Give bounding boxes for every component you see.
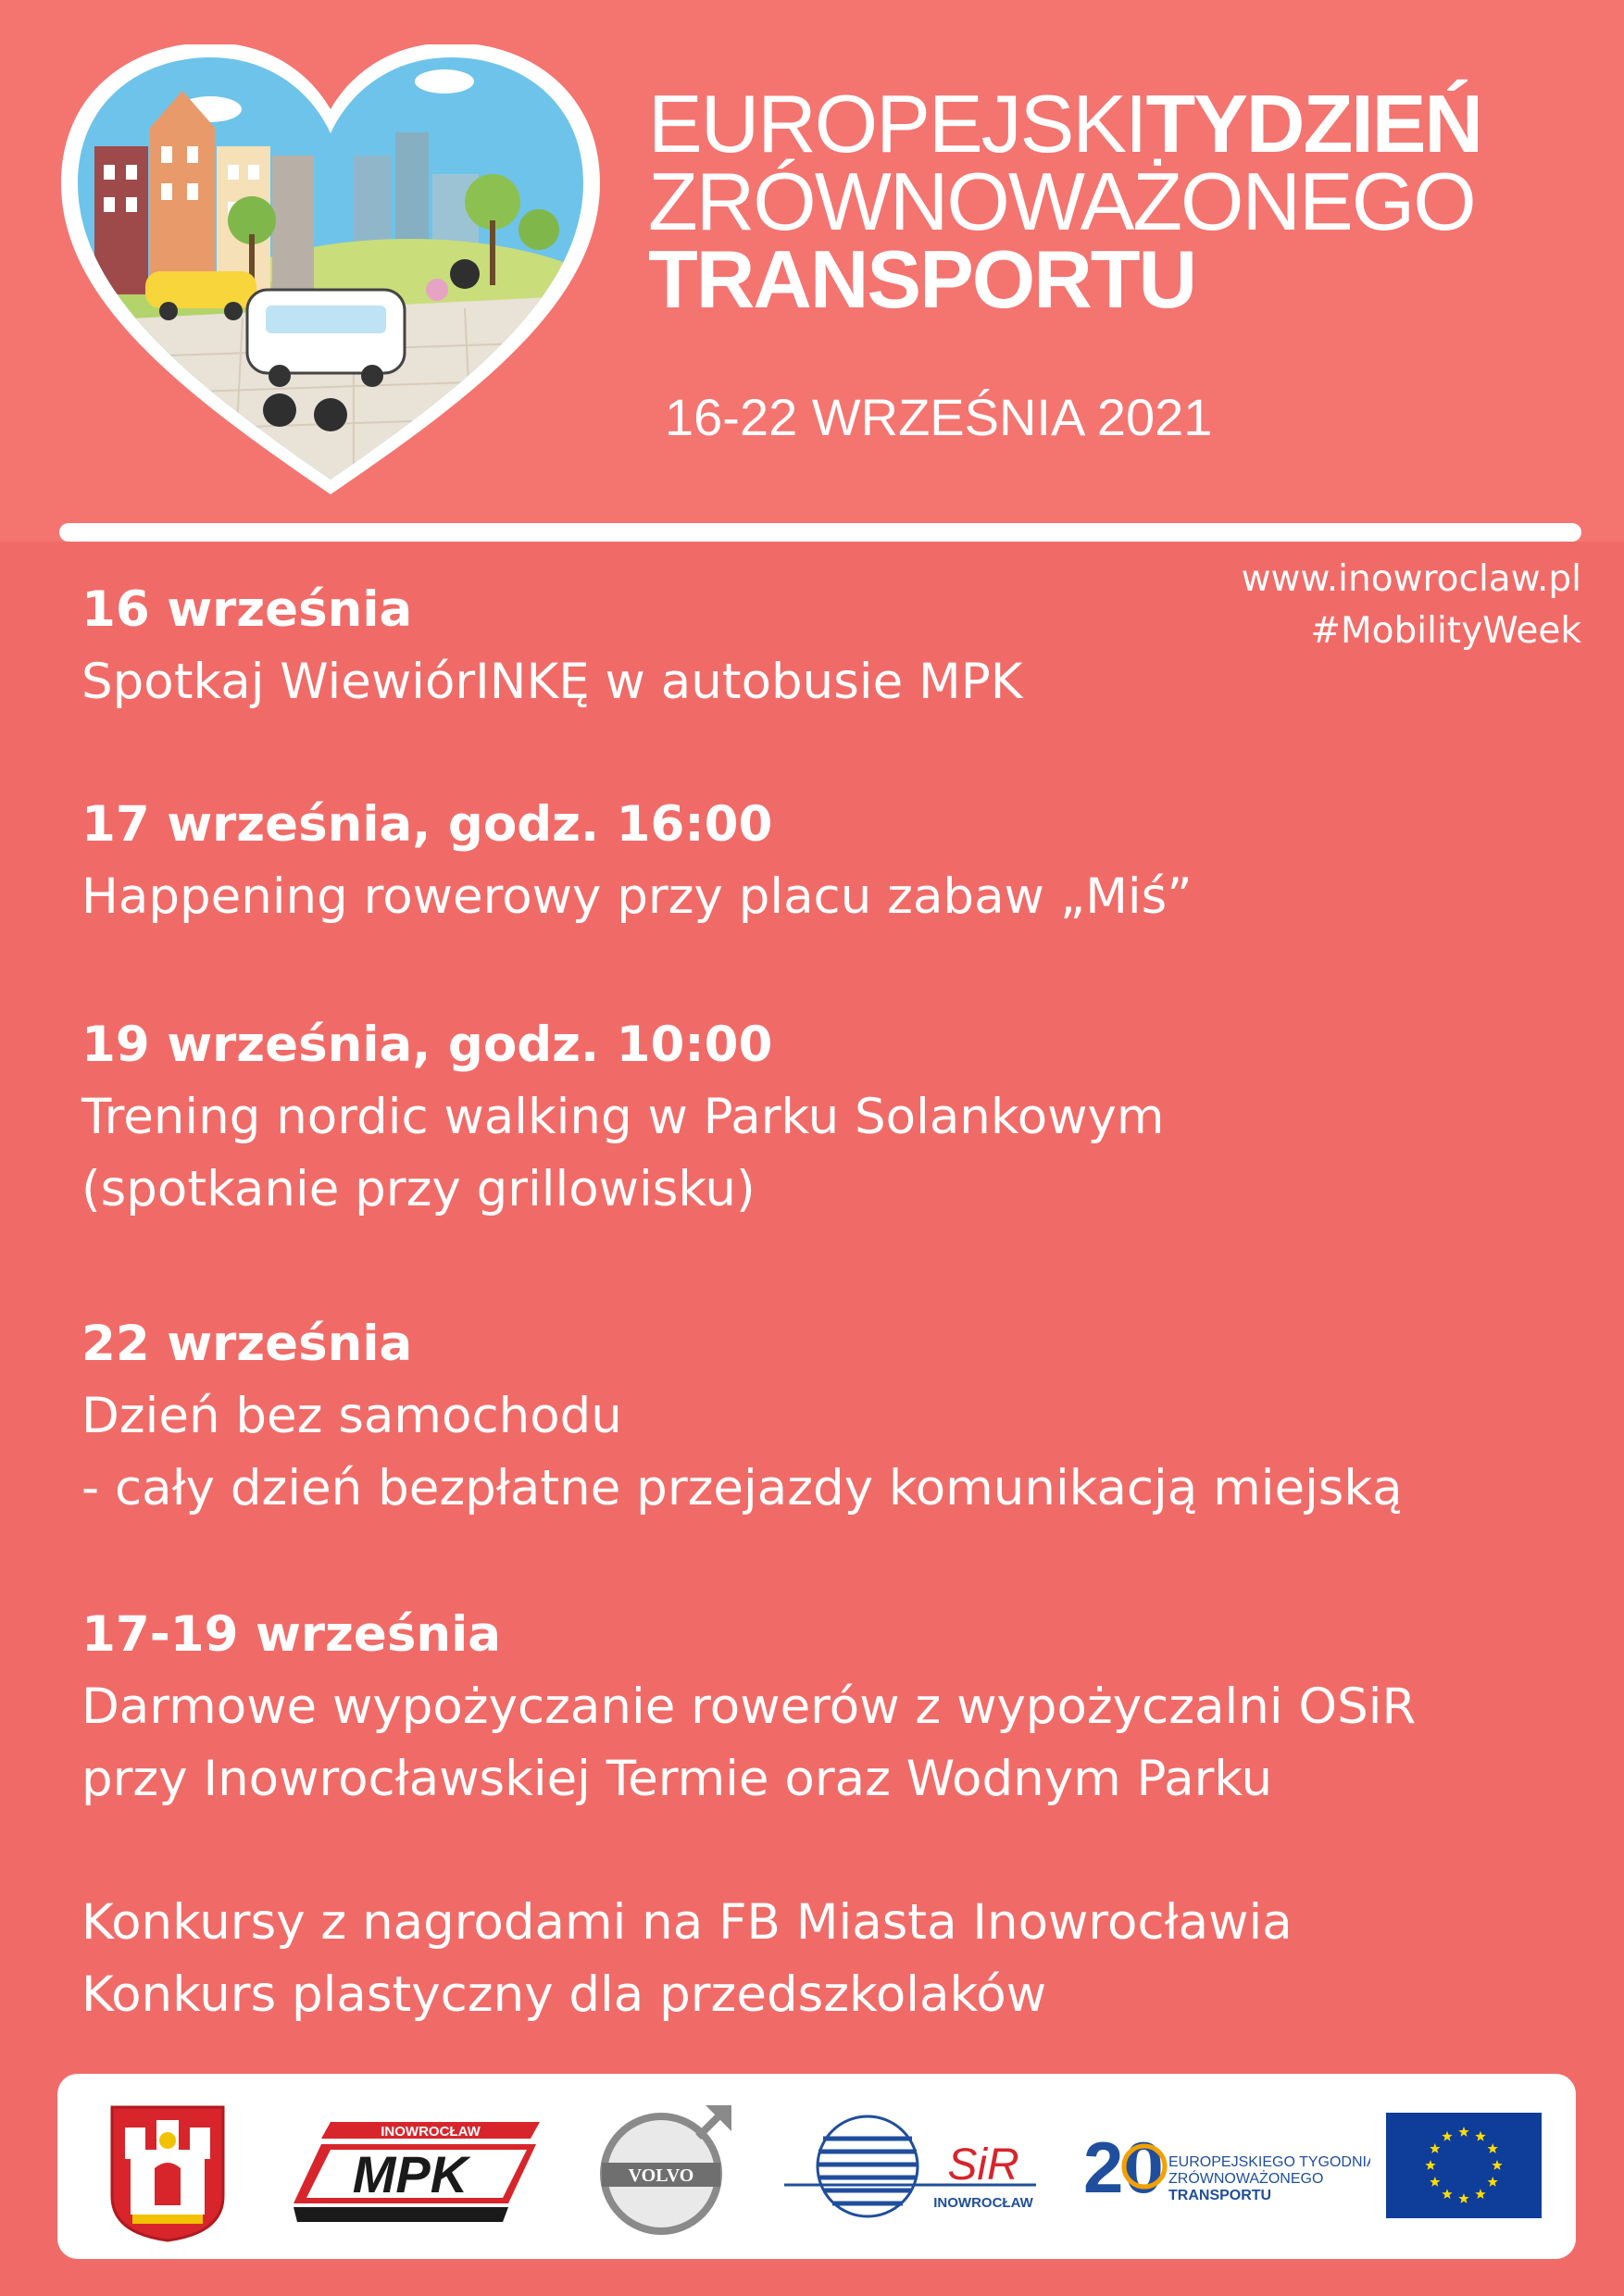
city-coat-of-arms-logo [108, 2103, 227, 2246]
sponsor-logos [57, 2074, 1576, 2259]
event-description: Happening rowerowy przy placu zabaw „Miś” [81, 868, 1193, 925]
event-description: Spotkaj WiewiórINKĘ w autobusie MPK [81, 654, 1023, 710]
title-line-3: TRANSPORTU [648, 233, 1196, 325]
event-title [648, 78, 1574, 325]
eu-flag-logo [1386, 2113, 1542, 2222]
volvo-logo-text: VOLVO [628, 2165, 694, 2186]
contest-fb: Konkursy z nagrodami na FB Miasta Inowrocławia [81, 1894, 1293, 1951]
event-description: - cały dzień bezpłatne przejazdy komunikacją miejską [81, 1460, 1403, 1516]
event-item [81, 1009, 1164, 1226]
etzt-line-3: TRANSPORTU [1168, 2188, 1272, 2203]
event-description: przy Inowrocławskiej Termie oraz Wodnym Parku [81, 1751, 1273, 1807]
contest-art: Konkurs plastyczny dla przedszkolaków [81, 1966, 1047, 2023]
event-date: 16 września [81, 581, 413, 638]
volvo-logo [596, 2100, 735, 2242]
event-description: (spotkanie przy grillowisku) [81, 1161, 756, 1217]
mpk-logo-main: MPK [352, 2145, 468, 2203]
mpk-logo-top: INOWROCŁAW [381, 2124, 481, 2140]
event-item [81, 1599, 1416, 1816]
site-info [1242, 554, 1581, 657]
title-thin-prefix: EUROPEJSKI [648, 78, 1146, 169]
event-item [81, 789, 1193, 933]
osir-logo [784, 2111, 1053, 2235]
heart-illustration [57, 44, 604, 498]
mpk-logo [294, 2118, 543, 2233]
etzt-20-logo [1083, 2118, 1370, 2224]
event-date: 17-19 września [81, 1606, 502, 1663]
title-line-1 [648, 78, 1574, 169]
event-description: Trening nordic walking w Parku Solankowym [81, 1089, 1165, 1145]
website-link[interactable]: www.inowroclaw.pl [1241, 558, 1581, 600]
extras [81, 1887, 1293, 2031]
etzt-years: 20 [1083, 2127, 1164, 2208]
title-bold-suffix: TYDZIEŃ [1145, 78, 1481, 169]
event-description: Darmowe wypożyczanie rowerów z wypożyczalni OSiR [81, 1678, 1417, 1735]
event-dates: 16-22 WRZEŚNIA 2021 [665, 388, 1213, 446]
osir-logo-sub: INOWROCŁAW [933, 2195, 1033, 2211]
event-item [81, 1308, 1403, 1525]
osir-logo-main: SiR [947, 2140, 1019, 2190]
etzt-line-2: ZRÓWNOWAŻONEGO [1168, 2171, 1324, 2187]
event-date: 19 września, godz. 10:00 [81, 1017, 773, 1073]
event-description: Dzień bez samochodu [81, 1388, 622, 1444]
event-date: 22 września [81, 1316, 413, 1372]
event-item [81, 574, 1022, 718]
header-divider [59, 523, 1581, 542]
event-date: 17 września, godz. 16:00 [81, 796, 773, 853]
hashtag: #MobilityWeek [1310, 610, 1581, 652]
title-line-2: ZRÓWNOWAŻONEGO [648, 156, 1475, 247]
etzt-line-1: EUROPEJSKIEGO TYGODNIA [1168, 2154, 1370, 2170]
